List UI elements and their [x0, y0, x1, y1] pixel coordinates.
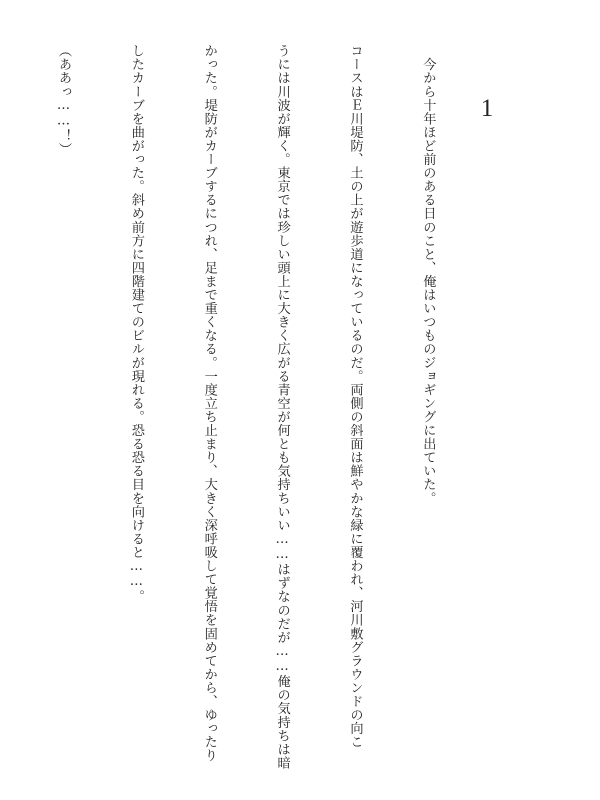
- body-text: [0, 44, 488, 770]
- text-line: したカーブを曲がった。斜め前方に四階建てのビルが現れる。恐る恐る目を向けると……。: [128, 44, 144, 604]
- text-line: コースはＥ川堤防、土の上が遊歩道になっているのだ。両側の斜面は鮮やかな緑に覆われ、河川敷グラウンドの向こ: [347, 44, 363, 749]
- text-line: [0, 44, 2, 764]
- text-line: かった。堤防がカーブするにつれ、足まで重くなる。一度立ち止まり、大きく深呼吸して覚悟を固めてから、ゆったり: [201, 44, 217, 763]
- text-line: （ああっ……！）: [55, 44, 71, 156]
- chapter-number: 1: [480, 95, 494, 122]
- text-line: 今から十年ほど前のある日のこと、俺はいつものジョギングに出ていた。: [420, 44, 436, 505]
- text-line: うには川波が輝く。東京では珍しい頭上に大きく広がる青空が何とも気持ちいい……はずなのだが……俺の気持ちは暗: [274, 44, 290, 770]
